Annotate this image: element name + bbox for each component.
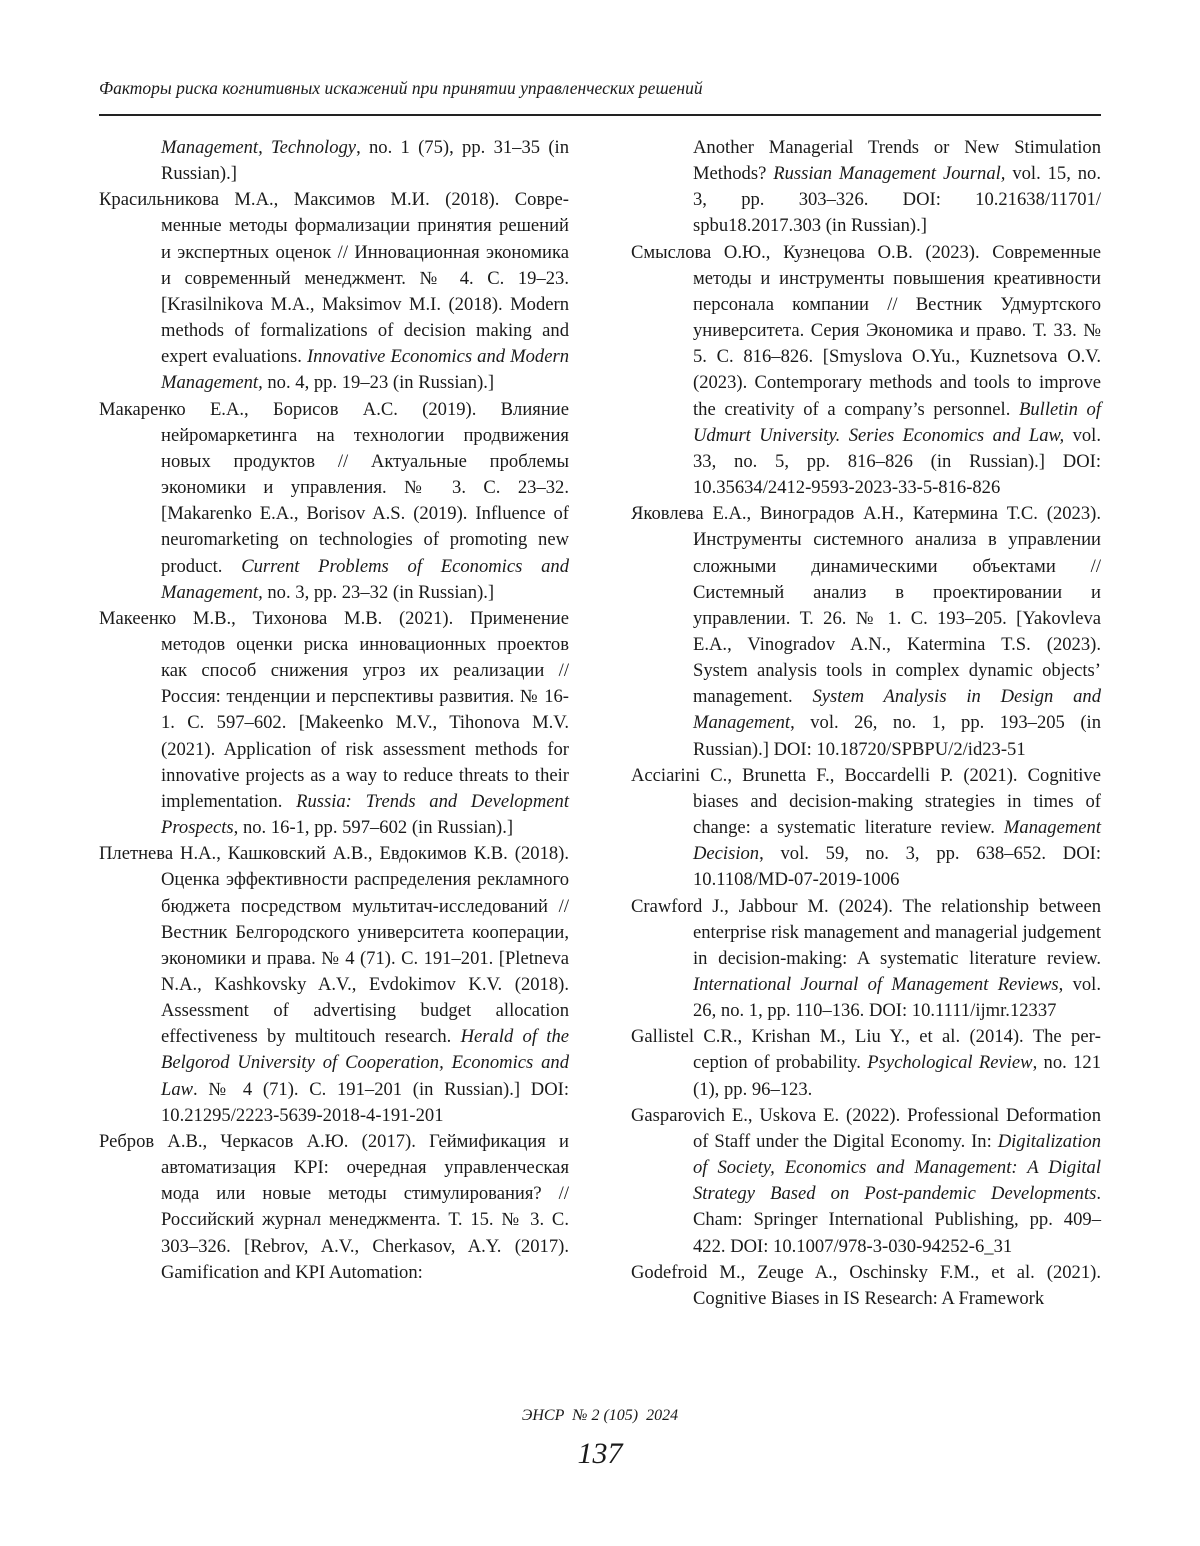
running-title: Факторы риска когнитивных искажений при принятии управленческих решений: [99, 76, 1101, 100]
reference-entry: [631, 1260, 1101, 1312]
reference-source-title: Digi­talization of Society, Economics and Management: A Digital Strategy Based on Post-pandemic Devel­opments: [693, 1131, 1101, 1204]
reference-entry: [99, 606, 569, 841]
reference-text: , vol. 26, no. 1, pp. 193–205 (in Russian).] DOI: 10.18720/SPBPU/2/id23-51: [693, 712, 1101, 759]
reference-text: , vol. 59, no. 3, pp. 638–652. DOI: 10.1108/MD-07-2019-1006: [693, 843, 1101, 890]
reference-source-title: System Analysis in Design and Management: [693, 686, 1101, 733]
reference-text: no. 3, pp. 23–32 (in Russian).]: [263, 582, 494, 603]
reference-text: Godefroid M., Zeuge A., Oschinsky F.M., et al. (2021). Cognitive Biases in IS Research: A Framework: [631, 1262, 1101, 1309]
reference-source-title: Russian Management Journal,: [773, 163, 1005, 184]
reference-source-title: Current Problems of Economics and Management,: [161, 556, 569, 603]
reference-text: Плетнева Н.А., Кашковский А.В., Евдокимов К.В. (2018). Оценка эффективности распределения рекламного бюджета посредством мульти­тач-исследований // Вестник Белгородского университета кооперации, экономики и права. № 4 (71). С. 191–201. [Pletneva N.A., Kashk­ovsky A.V., Evdokimov K.V. (2018). Assessment of advertising budget allocation effectiveness by multitouch research.: [99, 843, 569, 1047]
reference-text: vol. 33, no. 5, pp. 816–826 (in Russian).] DOI: 10.35634/2412-9593-2023-33-5-816-826: [693, 425, 1101, 498]
reference-source-title: Bulletin of Udmurt University. Series Economics and Law,: [693, 399, 1101, 446]
reference-text: vol. 15, no. 3, pp. 303–326. DOI: 10.21638/11701/ spbu18.2017.303 (in Russian).]: [693, 163, 1101, 236]
reference-source-title: Herald of the Belgo­rod University of Cooperation, Economics and Law: [161, 1026, 569, 1099]
reference-text: . Cham: Springer International Publishing, pp. 409–422. DOI: 10.1007/978-3-030-94252-6_31: [693, 1183, 1101, 1256]
reference-entry: [99, 187, 569, 396]
references-column-left: [99, 135, 569, 1286]
reference-source-title: Psychological Review: [867, 1052, 1032, 1073]
reference-source-title: Innovative Economics and Modern Management,: [161, 346, 569, 393]
reference-text: Яковлева Е.А., Виноградов А.Н., Катермина Т.С. (2023). Инструменты системного анализа в управлении сложными динамическими объ­ектами // Системный анализ в проектировании и управлении. Т. 26. № 1. С. 193–205. [Yak­ovleva E.A., Vinogradov A.N., Katermina T.S. (2023). System analysis tools in complex dynamic objects’ management.: [631, 503, 1101, 707]
reference-entry: [99, 1129, 569, 1286]
reference-source-title: Management Decision: [693, 817, 1101, 864]
page-number: 137: [0, 1436, 1200, 1472]
reference-entry: [631, 763, 1101, 894]
reference-text: no. 4, pp. 19–23 (in Russian).]: [263, 372, 494, 393]
references-column-right: [631, 135, 1101, 1312]
reference-text: Макаренко Е.А., Борисов А.С. (2019). Влияние нейромаркетинга на технологии продвиже­ния новых продуктов // Актуальные пробле­мы экономики и управления. № 3. С. 23–32. [Makarenko E.A., Borisov A.S. (2019). Influence of neuromarketing on technologies of promoting new product.: [99, 399, 569, 577]
reference-entry: [631, 501, 1101, 763]
reference-entry: [99, 397, 569, 606]
reference-text: , no. 16-1, pp. 597–602 (in Russian).]: [234, 817, 513, 838]
reference-text: Gallistel C.R., Krishan M., Liu Y., et al. (2014). The per­ception of probability.: [631, 1026, 1101, 1073]
reference-entry-continued: [99, 135, 569, 187]
reference-entry-continued: [631, 135, 1101, 240]
reference-source-title: Russia: Trends and Development Prospects: [161, 791, 569, 838]
reference-entry: [631, 240, 1101, 502]
reference-text: , no. 1 (75), pp. 31–35 (in Russian).]: [161, 137, 569, 184]
reference-text: Another Managerial Trends or New Stimulation Methods?: [693, 137, 1101, 184]
reference-text: , vol. 26, no. 1, pp. 110–136. DOI: 10.1111/ijmr.12337: [693, 974, 1101, 1021]
reference-entry: [631, 894, 1101, 1025]
reference-source-title: Management, Technology: [161, 137, 356, 158]
reference-text: , no. 121 (1), pp. 96–123.: [693, 1052, 1101, 1099]
reference-text: . № 4 (71). С. 191–201 (in Russian).] DOI: 10.21295/2223-5639-2018-4-191-201: [161, 1079, 569, 1126]
reference-text: Смыслова О.Ю., Кузнецова О.В. (2023). Совре­менные методы и инструменты повыше­ния креативности персонала компании // Вестник Удмуртского университета. Серия Экономика и право. Т. 33. № 5. С. 816–826. [Smyslova O.Yu., Kuznetsova O.V. (2023). Con­temporary methods and tools to improve the creativity of a company’s personnel.: [631, 242, 1101, 420]
reference-text: Ребров А.В., Черкасов А.Ю. (2017). Геймификация и автоматизация KPI: очередная управлен­ческая мода или новые методы стимулиро­вания? // Российский журнал менеджмента. Т. 15. № 3. С. 303–326. [Rebrov, A.V., Cherkasov, A.Y. (2017). Gamification and KPI Automation:: [99, 1131, 569, 1283]
reference-text: Gasparovich E., Uskova E. (2022). Professional Deforma­tion of Staff under the Digital Economy. In:: [631, 1105, 1101, 1152]
reference-entry: [631, 1024, 1101, 1102]
journal-issue: ЭНСР № 2 (105) 2024: [0, 1405, 1200, 1427]
reference-text: Макеенко М.В., Тихонова М.В. (2021). Примене­ние методов оценки риска инновационных проектов как способ снижения угроз их ре­ализации // Россия: тенденции и перспекти­вы развития. № 16-1. С. 597–602. [Makeen­ko M.V., Tihonova M.V. (2021). Application of risk assessment methods for innovative projects as a way to reduce threats to their implementa­tion.: [99, 608, 569, 812]
reference-source-title: International Journal of Man­agement Reviews: [693, 974, 1059, 995]
reference-text: Красильникова М.А., Максимов М.И. (2018). Совре­менные методы формализации принятия ре­шений и экспертных оценок // Инновационная экономика и современный менеджмент. № 4. С. 19–23. [Krasilnikova M.A., Maksimov M.I. (2018). Modern methods of formalizations of de­cision making and expert evaluations.: [99, 189, 569, 367]
reference-text: Acciarini C., Brunetta F., Boccardelli P. (2021). Cog­nitive biases and decision-making strategies in times of change: a systematic literature review.: [631, 765, 1101, 838]
reference-entry: [631, 1103, 1101, 1260]
reference-text: Crawford J., Jabbour M. (2024). The relationship be­tween enterprise risk management and manage­rial judgement in decision-making: A systematic literature review.: [631, 896, 1101, 969]
header-rule: [99, 114, 1101, 116]
reference-entry: [99, 841, 569, 1129]
